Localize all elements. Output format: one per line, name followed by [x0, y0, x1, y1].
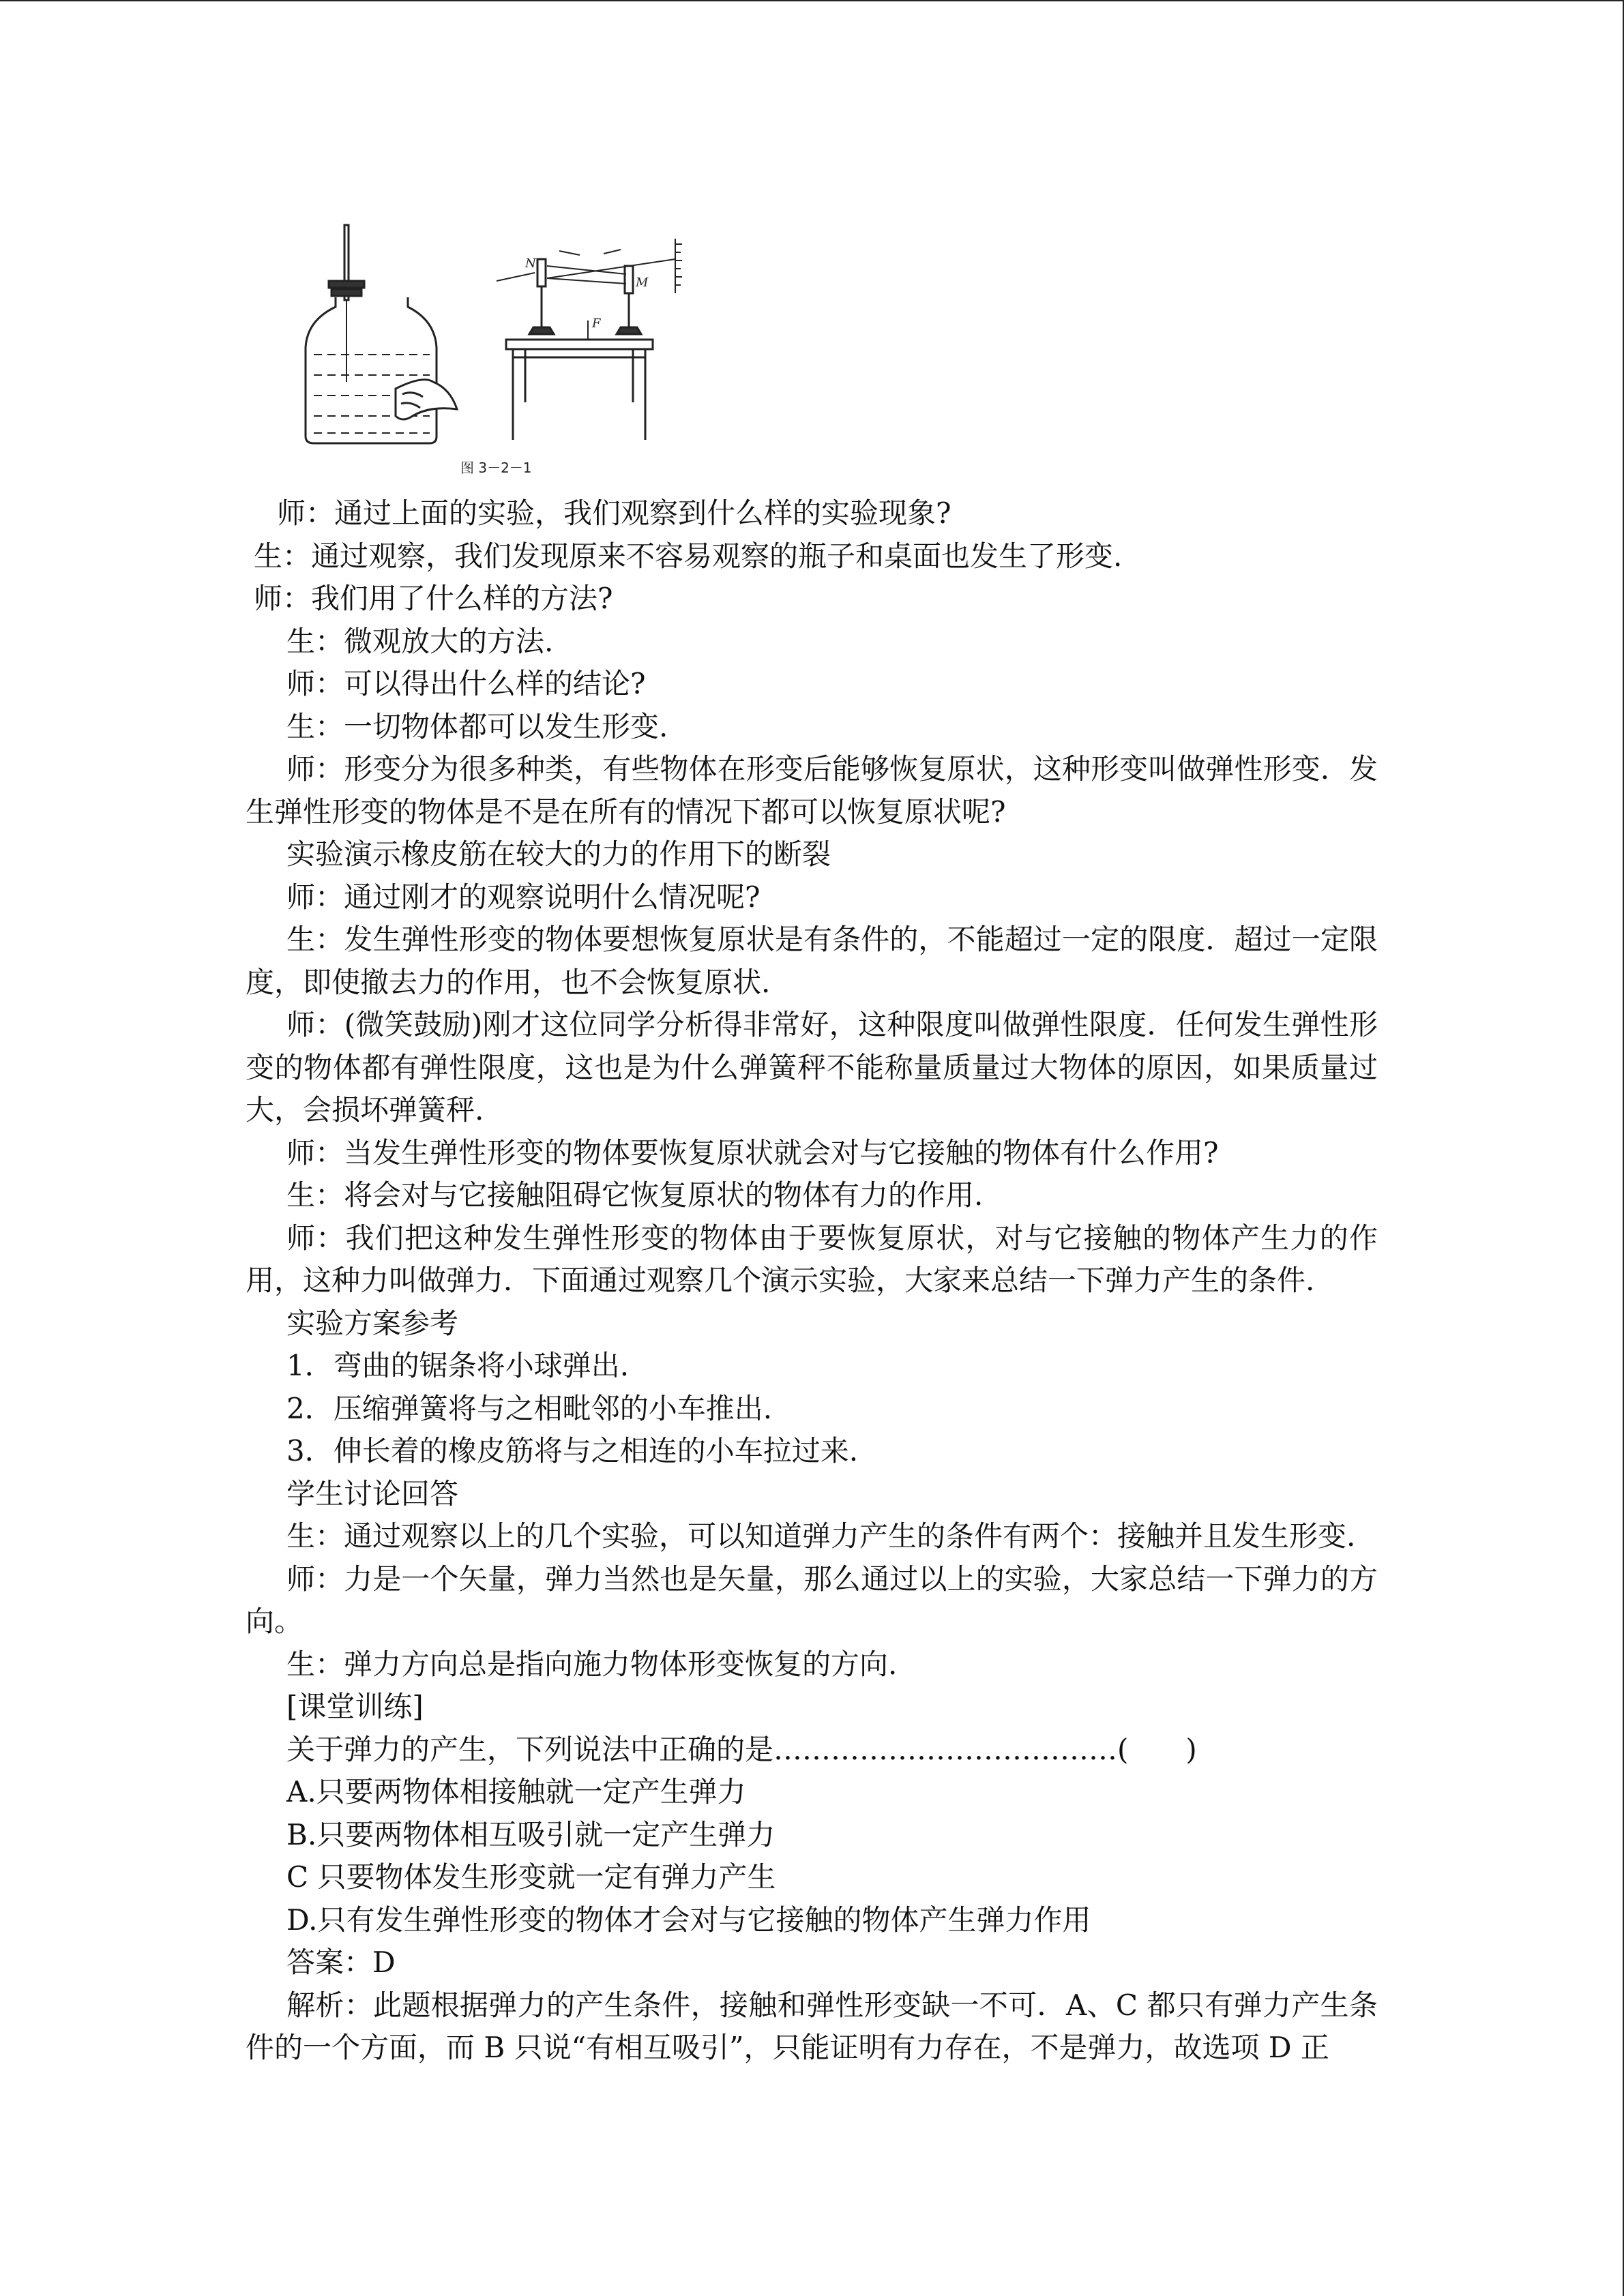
line-plan-item-1: 1．弯曲的锯条将小球弹出.: [286, 1349, 630, 1382]
line-option-a: A.只要两物体相接触就一定产生弹力: [286, 1775, 746, 1808]
paragraph-elastic-deformation: 师：形变分为很多种类，有些物体在形变后能够恢复原状，这种形变叫做弹性形变．发生弹性形变的物体是不是在所有的情况下都可以恢复原状呢?: [246, 752, 1378, 829]
line-option-b: B.只要两物体相互吸引就一定产生弹力: [286, 1817, 776, 1851]
line-option-c: C 只要物体发生形变就一定有弹力产生: [286, 1860, 776, 1894]
label-m: M: [636, 275, 649, 290]
line-student-answer-1: 生：通过观察，我们发现原来不容易观察的瓶子和桌面也发生了形变.: [254, 539, 1123, 573]
line-student-answer-3: 生：一切物体都可以发生形变.: [286, 709, 668, 743]
label-f: F: [592, 316, 601, 331]
line-plan-item-3: 3．伸长着的橡皮筋将与之相连的小车拉过来.: [286, 1434, 859, 1467]
line-experiment-demo: 实验演示橡皮筋在较大的力的作用下的断裂: [286, 837, 831, 871]
line-student-answer-5: 生：将会对与它接触阻碍它恢复原状的物体有力的作用.: [286, 1178, 984, 1212]
bottle-drawing: [306, 225, 457, 443]
paragraph-elastic-limit: 师：(微笑鼓励)刚才这位同学分析得非常好，这种限度叫做弹性限度．任何发生弹性形变的物体都有弹性限度，这也是为什么弹簧秤不能称量质量过大物体的原因，如果质量过大，会损坏弹簧秤.: [246, 1008, 1378, 1127]
paragraph-elastic-force: 师：我们把这种发生弹性形变的物体由于要恢复原状，对与它接触的物体产生力的作用，这种力叫做弹力．下面通过观察几个演示实验，大家来总结一下弹力产生的条件.: [246, 1221, 1378, 1297]
line-plan-item-2: 2．压缩弹簧将与之相毗邻的小车推出.: [286, 1391, 773, 1425]
line-student-answer-2: 生：微观放大的方法.: [286, 624, 554, 658]
label-n: N: [525, 256, 536, 271]
table-drawing: [497, 239, 682, 440]
line-teacher-question-2: 师：我们用了什么样的方法?: [254, 582, 613, 615]
line-student-direction: 生：弹力方向总是指向施力物体形变恢复的方向.: [286, 1647, 898, 1681]
line-teacher-question-1: 师：通过上面的实验，我们观察到什么样的实验现象?: [277, 496, 951, 530]
figure-3-2-1: [293, 218, 703, 491]
line-student-discussion: 学生讨论回答: [286, 1476, 459, 1510]
figure-illustration: [293, 218, 703, 491]
line-question-stem: 关于弹力的产生，下列说法中正确的是………………………………( ): [286, 1732, 1197, 1766]
line-option-d: D.只有发生弹性形变的物体才会对与它接触的物体产生弹力作用: [286, 1903, 1091, 1937]
line-teacher-question-5: 师：当发生弹性形变的物体要恢复原状就会对与它接触的物体有什么作用?: [286, 1135, 1219, 1169]
line-teacher-question-4: 师：通过刚才的观察说明什么情况呢?: [286, 880, 761, 914]
line-teacher-question-3: 师：可以得出什么样的结论?: [286, 667, 646, 700]
line-answer: 答案：D: [286, 1945, 396, 1979]
figure-caption: 图 3－2－1: [460, 460, 532, 476]
line-class-training: [课堂训练]: [286, 1690, 424, 1723]
line-experiment-plan: 实验方案参考: [286, 1306, 459, 1340]
document-body: [246, 492, 1378, 2070]
paragraph-analysis: 解析：此题根据弹力的产生条件，接触和弹性形变缺一不可．A、C 都只有弹力产生条件的一个方面，而 B 只说“有相互吸引”，只能证明有力存在，不是弹力，故选项 D 正: [246, 1988, 1378, 2064]
line-student-conditions: 生：通过观察以上的几个实验，可以知道弹力产生的条件有两个：接触并且发生形变.: [286, 1519, 1356, 1553]
paragraph-student-limit: 生：发生弹性形变的物体要想恢复原状是有条件的，不能超过一定的限度．超过一定限度，即使撤去力的作用，也不会恢复原状.: [246, 923, 1378, 999]
paragraph-force-vector: 师：力是一个矢量，弹力当然也是矢量，那么通过以上的实验，大家总结一下弹力的方向。: [246, 1562, 1378, 1638]
